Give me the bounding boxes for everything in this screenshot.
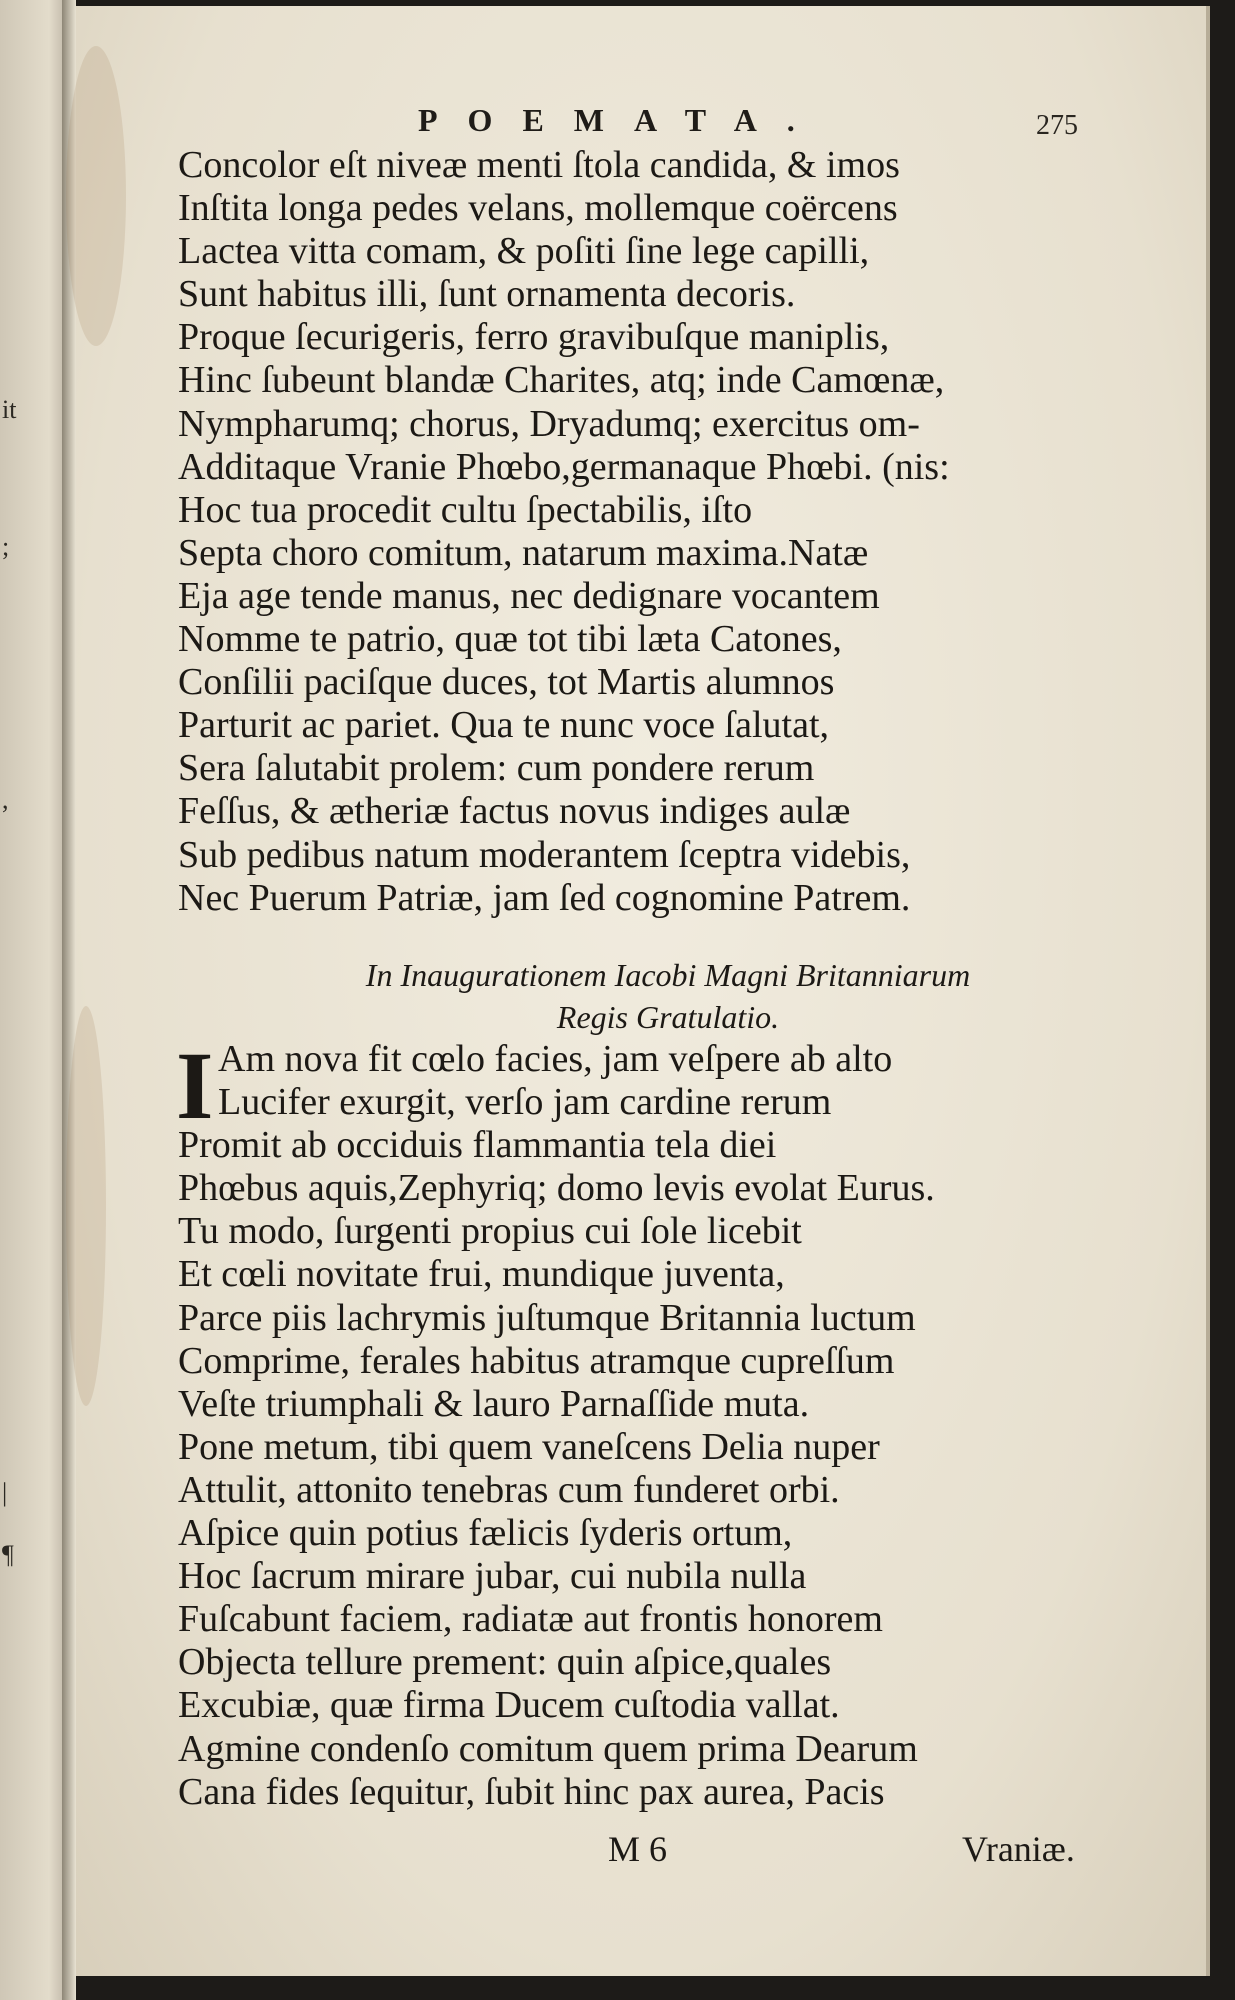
- running-title: POEMATA.: [418, 102, 825, 138]
- verse-line: Comprime, ferales habitus atramque cupreſſum: [178, 1339, 895, 1382]
- verse-line: Concolor eſt niveæ menti ſtola candida, & imos: [178, 144, 900, 186]
- verse-line: Hoc ſacrum mirare jubar, cui nubila nulla: [178, 1555, 807, 1598]
- verse-line: Attulit, attonito tenebras cum funderet orbi.: [178, 1468, 840, 1511]
- paper-stain: [66, 1006, 106, 1406]
- verse-line: Lucifer exurgit, verſo jam cardine rerum: [218, 1081, 832, 1124]
- verse-line: Aſpice quin potius fælicis ſyderis ortum,: [178, 1512, 793, 1555]
- poem-second: [176, 1032, 1158, 1814]
- book-page: [76, 6, 1210, 1976]
- verse-line: Nympharumq; chorus, Dryadumq; exercitus om-: [178, 402, 920, 445]
- verse-line: Cana fides ſequitur, ſubit hinc pax aurea, Pacis: [178, 1770, 885, 1813]
- verse-line: Parturit ac pariet. Qua te nunc voce ſalutat,: [178, 704, 830, 747]
- verse-line: Parce piis lachrymis juſtumque Britannia luctum: [178, 1296, 916, 1339]
- heading-line: In Inaugurationem Iacobi Magni Britanniarum: [365, 957, 971, 993]
- verse-line: Eja age tende manus, nec dedignare vocantem: [178, 574, 880, 617]
- page-number: 275: [1036, 110, 1078, 141]
- catchword: Vraniæ.: [962, 1829, 1075, 1869]
- page-footer: [76, 1828, 1206, 1872]
- facing-page-fragment: ,: [2, 785, 9, 814]
- verse-line: Feſſus, & ætheriæ factus novus indiges aulæ: [178, 790, 851, 833]
- verse-line: Hinc ſubeunt blandæ Charites, atq; inde Camœnæ,: [178, 359, 945, 402]
- verse-line: Veſte triumphali & lauro Parnaſſide muta.: [178, 1382, 810, 1425]
- verse-line: Am nova fit cœlo facies, jam veſpere ab alto: [218, 1038, 893, 1080]
- verse-line: Tu modo, ſurgenti propius cui ſole licebit: [178, 1210, 802, 1253]
- facing-page-fragment: ;: [2, 532, 10, 561]
- heading-line: Regis Gratulatio.: [556, 999, 780, 1035]
- verse-line: Fuſcabunt faciem, radiatæ aut frontis honorem: [178, 1598, 883, 1641]
- verse-line: Nec Puerum Patriæ, jam ſed cognomine Patrem.: [178, 876, 911, 919]
- verse-line: Excubiæ, quæ firma Ducem cuſtodia vallat.: [178, 1684, 840, 1727]
- poem-heading: [178, 954, 1158, 1038]
- verse-line: Hoc tua procedit cultu ſpectabilis, iſto: [178, 488, 753, 531]
- verse-line: Lactea vitta comam, & poſiti ſine lege capilli,: [178, 230, 870, 273]
- verse-line: Inſtita longa pedes velans, mollemque coërcens: [178, 187, 898, 230]
- verse-line: Additaque Vranie Phœbo,germanaque Phœbi. (nis:: [178, 445, 950, 488]
- facing-page-fragment: |: [2, 1478, 8, 1507]
- signature-mark: M 6: [608, 1829, 668, 1869]
- verse-line: Et cœli novitate frui, mundique juventa,: [178, 1253, 785, 1296]
- poem-first: [178, 144, 1158, 920]
- facing-page-fragment: it: [2, 395, 17, 424]
- verse-line: Septa choro comitum, natarum maxima.Natæ: [178, 531, 869, 574]
- verse-line: Proque ſecurigeris, ferro gravibuſque maniplis,: [178, 316, 890, 359]
- verse-line: Sera ſalutabit prolem: cum pondere rerum: [178, 747, 815, 790]
- verse-line: Agmine condenſo comitum quem prima Dearum: [178, 1727, 918, 1770]
- paper-stain: [66, 46, 126, 346]
- verse-line: Phœbus aquis,Zephyriq; domo levis evolat Eurus.: [178, 1167, 935, 1210]
- verse-line: Sub pedibus natum moderantem ſceptra videbis,: [178, 833, 911, 876]
- verse-line: Objecta tellure prement: quin aſpice,quales: [178, 1641, 832, 1684]
- facing-page-edge: [0, 0, 70, 2000]
- drop-capital: I: [176, 1032, 214, 1139]
- facing-page-fragment: ¶: [2, 1540, 14, 1569]
- verse-line: Promit ab occiduis flammantia tela diei: [178, 1124, 777, 1167]
- page-header: [76, 102, 1206, 142]
- verse-line: Sunt habitus illi, ſunt ornamenta decoris.: [178, 273, 796, 316]
- verse-line: Conſilii paciſque duces, tot Martis alumnos: [178, 661, 835, 704]
- verse-line: Nomme te patrio, quæ tot tibi læta Catones,: [178, 618, 842, 661]
- verse-line: Pone metum, tibi quem vaneſcens Delia nuper: [178, 1425, 880, 1468]
